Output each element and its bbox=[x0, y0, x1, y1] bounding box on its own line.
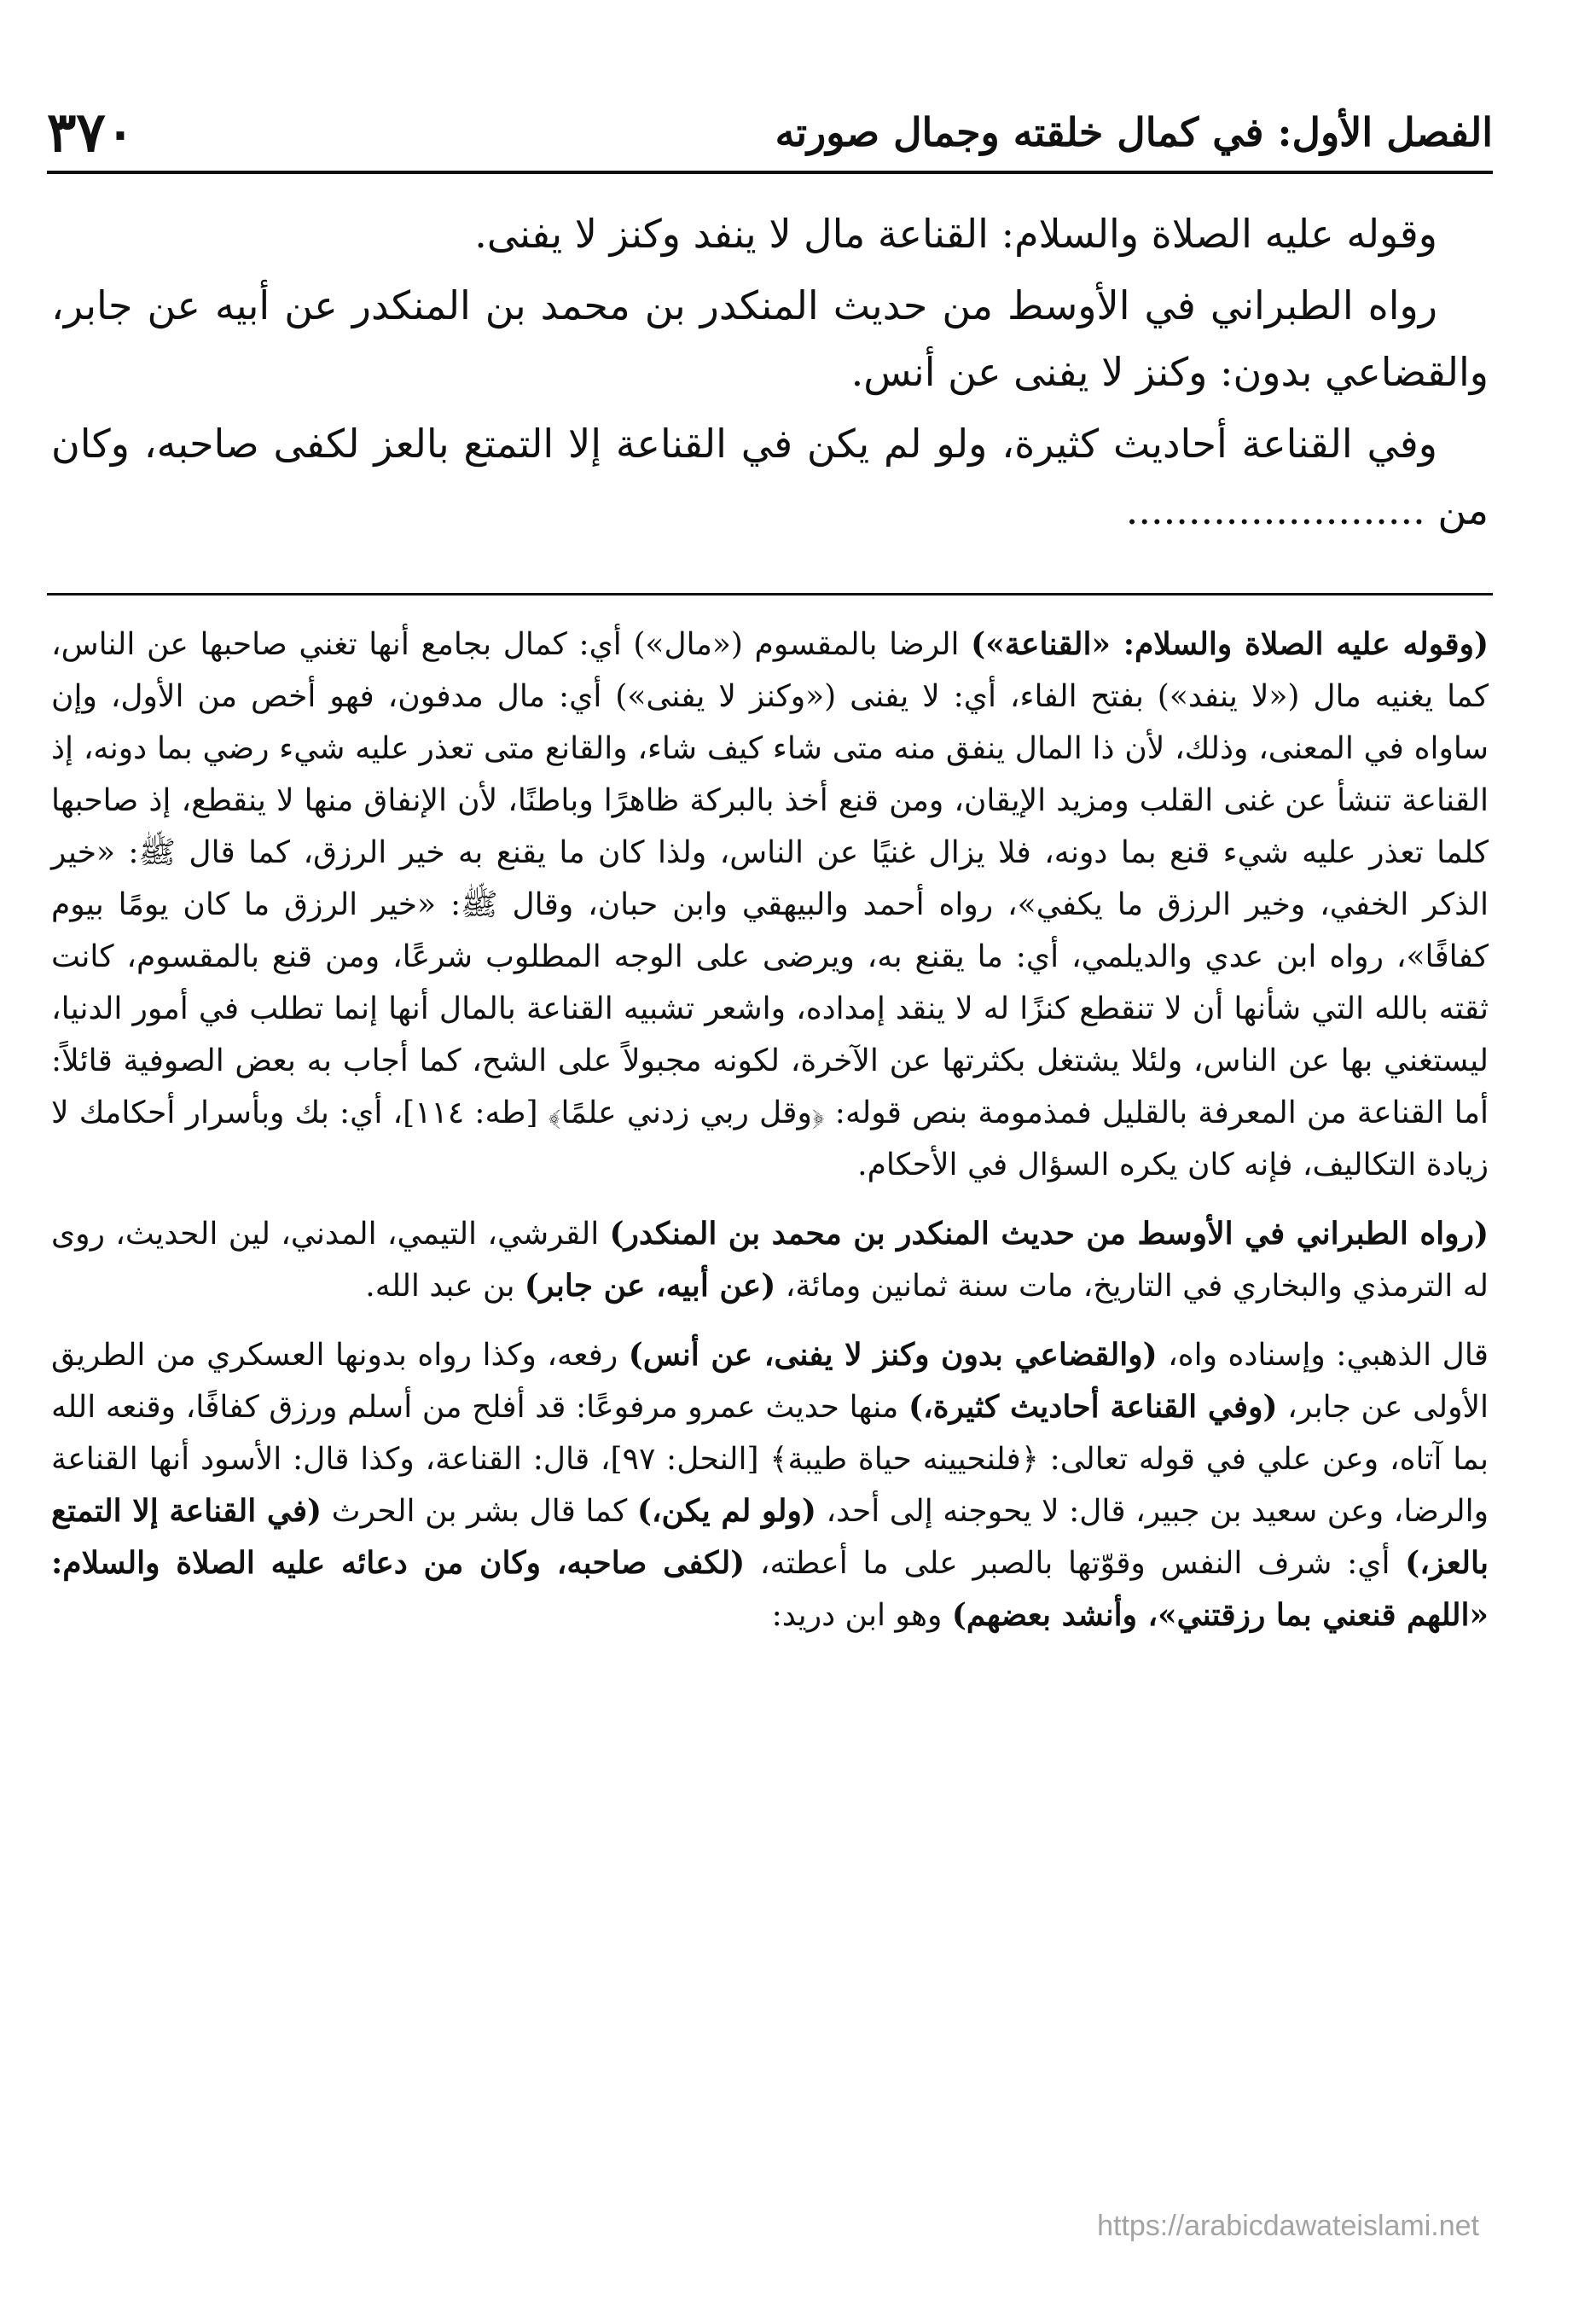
commentary bbox=[51, 619, 1489, 1659]
quoted-matn: (عن أبيه، عن جابر) bbox=[524, 1268, 776, 1304]
matn-paragraph: وفي القناعة أحاديث كثيرة، ولو لم يكن في القناعة إلا التمتع بالعز لكفى صاحبه، وكان من ........................ bbox=[51, 421, 1489, 533]
page-header bbox=[47, 94, 1493, 171]
commentary-text: قال الذهبي: وإسناده واه، bbox=[1157, 1338, 1489, 1373]
commentary-text: كما قال بشر بن الحرث bbox=[322, 1494, 637, 1529]
section-divider bbox=[47, 593, 1493, 596]
header-rule bbox=[47, 171, 1493, 174]
quoted-matn: (رواه الطبراني في الأوسط من حديث المنكدر بن محمد بن المنكدر) bbox=[609, 1216, 1489, 1252]
commentary-text: أي: شرف النفس وقوّتها بالصبر على ما أعطته، bbox=[745, 1546, 1406, 1581]
commentary-text: رفعه، وكذا رواه بدونها العسكري من الطريق الأولى عن جابر، bbox=[51, 1338, 1489, 1425]
commentary-text: بن عبد الله. bbox=[365, 1269, 525, 1304]
running-title: الفصل الأول: في كمال خلقته وجمال صورته bbox=[775, 109, 1493, 155]
commentary-paragraph bbox=[51, 1329, 1489, 1641]
commentary-paragraph bbox=[51, 1208, 1489, 1312]
matn-paragraph: رواه الطبراني في الأوسط من حديث المنكدر بن محمد بن المنكدر عن أبيه عن جابر، والقضاعي بدون: وكنز لا يفنى عن أنس. bbox=[51, 282, 1489, 395]
quoted-matn: (في القناعة إلا التمتع بالعز،) bbox=[51, 1493, 1489, 1581]
quoted-matn: (وفي القناعة أحاديث كثيرة،) bbox=[908, 1389, 1278, 1425]
commentary-text: وهو ابن دريد: bbox=[771, 1598, 952, 1633]
page-number: ٣٧٠ bbox=[47, 100, 136, 165]
quoted-matn: (لكفى صاحبه، وكان من دعائه عليه الصلاة والسلام: «اللهم قنعني بما رزقتني»، وأنشد بعضهم) bbox=[51, 1545, 1489, 1633]
matn-paragraph: وقوله عليه الصلاة والسلام: القناعة مال لا ينفد وكنز لا يفنى. bbox=[474, 211, 1437, 257]
quoted-matn: (وقوله عليه الصلاة والسلام: «القناعة») bbox=[971, 626, 1489, 662]
main-text bbox=[51, 200, 1489, 549]
commentary-text: منها حديث عمرو مرفوعًا: قد أفلح من أسلم ورزق كفافًا، وقنعه الله بما آتاه، وعن علي في قوله تعالى: ﴿فلنحيينه حياة طيبة﴾ [النحل: ٩٧]، قال: القناعة، وكذا قال: الأسود أنها القناعة والرضا، وعن سعيد بن جبير، قال: لا يحوجنه إلى أحد، bbox=[51, 1390, 1489, 1529]
quoted-matn: (ولو لم يكن،) bbox=[636, 1493, 816, 1529]
commentary-paragraph bbox=[51, 619, 1489, 1191]
quoted-matn: (والقضاعي بدون وكنز لا يفنى، عن أنس) bbox=[628, 1337, 1158, 1373]
commentary-text: القرشي، التيمي، المدني، لين الحديث، روى له الترمذي والبخاري في التاريخ، مات سنة ثمانين ومائة، bbox=[51, 1217, 1489, 1304]
commentary-text: الرضا بالمقسوم («مال») أي: كمال بجامع أنها تغني صاحبها عن الناس، كما يغنيه مال («لا ينفد») بفتح الفاء، أي: لا يفنى («وكنز لا يفنى») أي: مال مدفون، فهو أخص من الأول، وإن ساواه في المعنى، وذلك، لأن ذا المال ينفق منه متى شاء كيف شاء، والقانع متى تعذر عليه شيء رضي بما دونه، إذ القناعة تنشأ عن غنى القلب ومزيد الإيقان، ومن قنع أخذ بالبركة ظاهرًا وباطنًا، لأن الإنفاق منها لا ينقطع، إذ صاحبها كلما تعذر عليه شيء قنع بما دونه، فلا يزال غنيًا عن الناس، ولذا كان ما يقنع به خير الرزق، كما قال ﷺ: «خير الذكر الخفي، وخير الرزق ما يكفي»، رواه أحمد والبيهقي وابن حبان، وقال ﷺ: «خير الرزق ما كان يومًا بيوم كفافًا»، رواه ابن عدي والديلمي، أي: ما يقنع به، ويرضى على الوجه المطلوب شرعًا، ومن قنع بالمقسوم، كانت ثقته بالله التي شأنها أن لا تنقطع كنزًا له لا ينقد إمداده، واشعر تشبيه القناعة بالمال أنها إنما تطلب في أمور الدنيا، ليستغني بها عن الناس، ولئلا يشتغل بكثرتها عن الآخرة، لكونه مجبولاً على الشح، كما أجاب به بعض الصوفية قائلاً: أما القناعة من المعرفة بالقليل فمذمومة بنص قوله: ﴿وقل ربي زدني علمًا﴾ [طه: ١١٤]، أي: بك وبأسرار أحكامك لا زيادة التكاليف، فإنه كان يكره السؤال في الأحكام. bbox=[51, 627, 1489, 1182]
watermark-url: https://arabicdawateislami.net bbox=[1097, 2210, 1479, 2242]
